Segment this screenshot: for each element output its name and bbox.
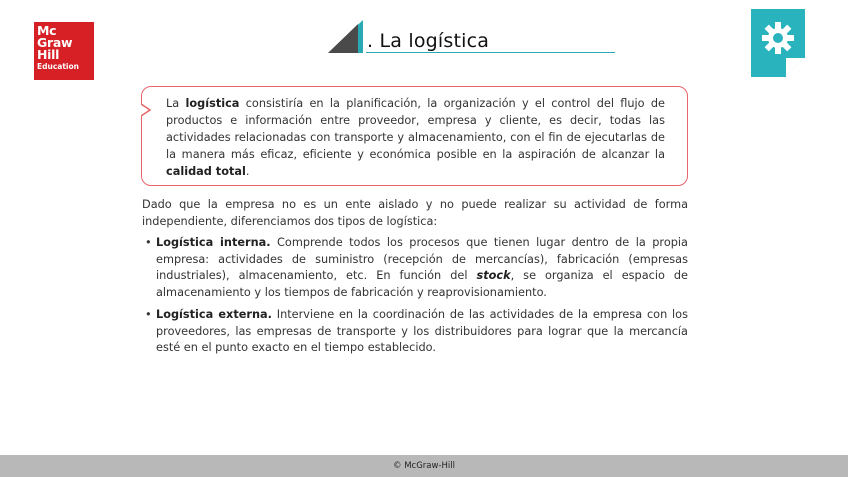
list-item-body-2: , se organiza el espacio de almacenamiento y los tiempos de fabricación y reaprovisionamiento. bbox=[156, 269, 689, 299]
copyright-text: © McGraw-Hill bbox=[393, 461, 455, 471]
list-item-term: Logística externa. bbox=[156, 308, 272, 321]
list-item-body: Interviene en la coordinación de las actividades de la empresa con los proveedores, las empresas de transporte y los distribuidores para lograr que la mercancía esté en el punto exacto en el tiempo establecido. bbox=[156, 308, 688, 354]
definition-box bbox=[141, 86, 688, 186]
title-underline bbox=[366, 52, 615, 53]
speech-tail-icon bbox=[141, 104, 151, 116]
stock-term: stock bbox=[476, 269, 511, 282]
list-item-text bbox=[156, 307, 688, 357]
definition-term: logística bbox=[185, 97, 240, 110]
footer-bar bbox=[0, 455, 848, 477]
bullet-icon: • bbox=[145, 308, 152, 321]
definition-term-2: calidad total bbox=[166, 165, 246, 178]
list-item bbox=[142, 235, 688, 301]
list-item-body: Comprende todos los procesos que tienen lugar dentro de la propia empresa: actividades de suministro (recepción de mercancías), fabricación (empresas industriales), almacenamiento, etc. En función del bbox=[156, 236, 688, 282]
mcgraw-hill-logo bbox=[34, 22, 94, 80]
list-item-text bbox=[156, 235, 688, 301]
definition-text-3: . bbox=[245, 165, 250, 178]
definition-text-2: consistiría en la planificación, la organización y el control del flujo de productos e información entre proveedor, empresa y cliente, es decir, todas las actividades relacionadas con transporte y almacenamiento, con el fin de ejecutarlas de la manera más eficaz, eficiente y económica posible en la aspiración de alcanzar la bbox=[166, 97, 666, 161]
definition-text-1: La bbox=[166, 97, 186, 110]
title-triangle-icon bbox=[328, 20, 368, 54]
logo-line-2: Graw bbox=[37, 35, 73, 50]
list-item-term: Logística interna. bbox=[156, 236, 271, 249]
intro-paragraph: Dado que la empresa no es un ente aislado y no puede realizar su actividad de forma independiente, diferenciamos dos tipos de logística: bbox=[142, 198, 688, 228]
bullet-icon: • bbox=[145, 236, 152, 249]
settings-document-icon bbox=[751, 9, 805, 77]
logo-line-3: Hill bbox=[37, 47, 60, 62]
list-item bbox=[142, 307, 688, 357]
slide-title bbox=[328, 20, 616, 56]
logo-line-1: Mc bbox=[37, 23, 57, 38]
page-title: . La logística bbox=[367, 30, 490, 52]
logo-line-4: Education bbox=[37, 62, 79, 71]
